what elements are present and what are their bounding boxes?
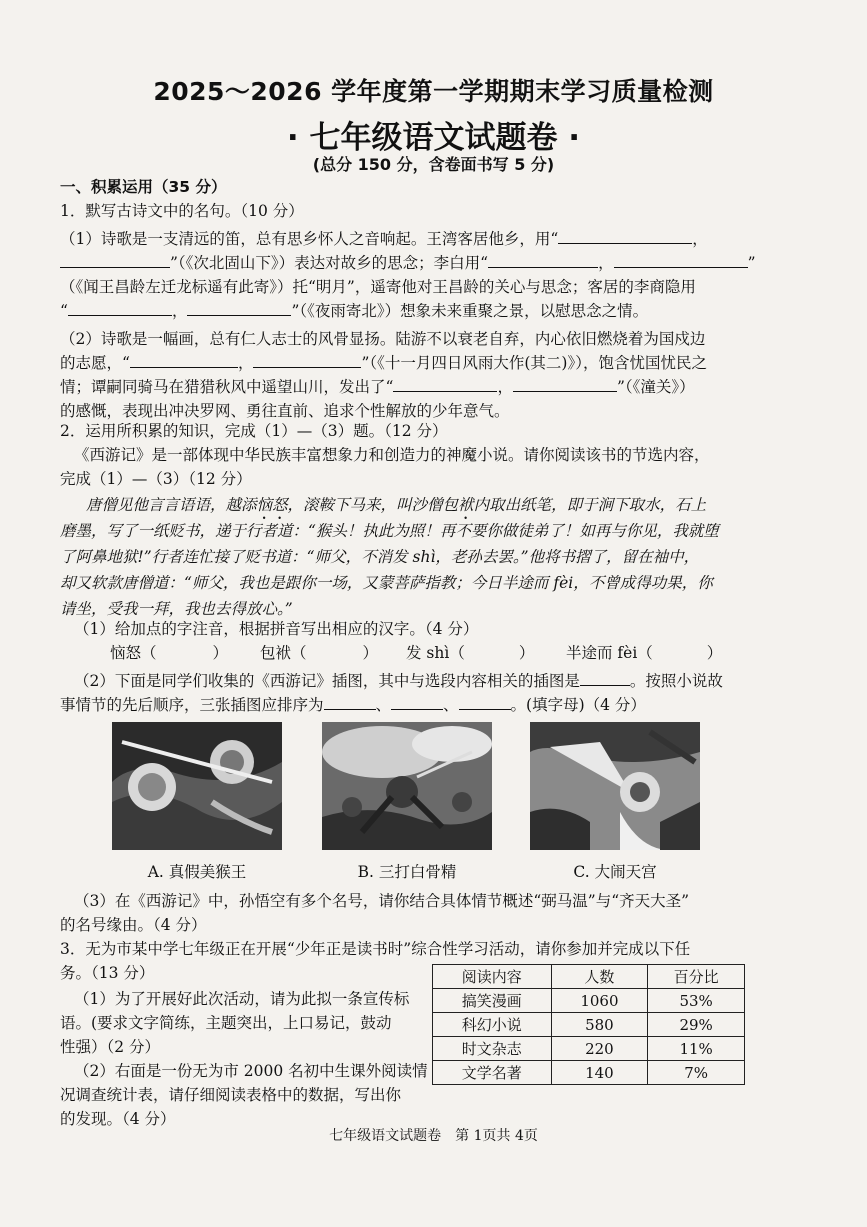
table-cell: 文学名著 [433,1061,552,1085]
q3-s1-line1: （1）为了开展好此次活动，请为此拟一条宣传标 [74,990,410,1008]
q2-s3-line1: （3）在《西游记》中，孙悟空有多个名号，请你结合具体情节概述“弼马温”与“齐天大圣” [74,892,690,910]
exam-subtitle: · 七年级语文试题卷 · [286,120,581,156]
caption-a: A. 真假美猴王 [147,863,247,881]
q2-s1-title: （1）给加点的字注音，根据拼音写出相应的汉字。（4 分） [74,620,479,638]
blank[interactable] [60,252,170,268]
q2-s3-line2: 的名号缘由。（4 分） [60,916,207,934]
page-footer: 七年级语文试题卷 第 1页共 4页 [329,1128,538,1144]
blank[interactable] [253,352,361,368]
excerpt-line2: 磨墨，写了一纸贬书，递于行者道：“猴头！执此为照！再不要你做徒弟了！如再与你见，我就堕 [60,522,719,540]
blank[interactable] [324,694,376,710]
q1-p1-line4: “ ， ”（《夜雨寄北》）想象未来重聚之景，以慰思念之情。 [60,302,649,320]
blank[interactable] [187,300,291,316]
caption-c: C. 大闹天宫 [573,863,657,881]
q3-s1-line2: 语。(要求文字简练，主题突出，上口易记，鼓动 [60,1014,392,1032]
q2-s2-line1: （2）下面是同学们收集的《西游记》插图，其中与选段内容相关的插图是 。按照小说故 [74,672,723,690]
table-cell: 搞笑漫画 [433,989,552,1013]
q3-s2-line2: 况调查统计表，请仔细阅读表格中的数据，写出你 [60,1086,402,1104]
table-row [433,1013,745,1037]
section-heading: 一、积累运用（35 分） [60,178,227,196]
table-cell: 580 [551,1013,648,1037]
table-cell: 7% [648,1061,745,1085]
blank[interactable] [393,376,497,392]
blank[interactable] [130,352,238,368]
blank[interactable] [68,300,172,316]
table-cell: 220 [551,1037,648,1061]
q2-title: 2．运用所积累的知识，完成（1）—（3）题。（12 分） [60,422,448,440]
q2-intro-line2: 完成（1）—（3）（12 分） [60,470,252,488]
q2-s1-item-c: 发 shì（ ） [406,644,535,662]
q1-p1-line2: ”（《次北固山下》）表达对故乡的思念；李白用“ ， ” [60,252,756,274]
table-row [433,1037,745,1061]
q1-title: 1．默写古诗文中的名句。（10 分） [60,202,304,220]
caption-b: B. 三打白骨精 [357,863,457,881]
illustration-a [112,722,282,850]
illustration-b [322,722,492,850]
table-row [433,989,745,1013]
q1-p1-line1: （1）诗歌是一支清远的笛，总有思乡怀人之音响起。王湾客居他乡，用“ ， [60,230,708,248]
score-note: (总分 150 分，含卷面书写 5 分) [312,155,555,174]
table-cell: 1060 [551,989,648,1013]
q1-p2-line2: 的志愿，“ ， ”（《十一月四日风雨大作(其二)》），饱含忧国忧民之 [60,354,707,372]
blank[interactable] [580,670,630,686]
q1-p1-line3: （《闻王昌龄左迁龙标遥有此寄》）托“明月”，遥寄他对王昌龄的关心与思念；客居的李商隐用 [60,278,696,296]
table-cell: 11% [648,1037,745,1061]
table-cell: 29% [648,1013,745,1037]
blank[interactable] [558,228,692,244]
table-cell: 科幻小说 [433,1013,552,1037]
table-row [433,1061,745,1085]
q2-s1-item-a: 恼怒（ ） [110,644,229,662]
q3-s2-line1: （2）右面是一份无为市 2000 名初中生课外阅读情 [74,1062,428,1080]
q1-p2-line1: （2）诗歌是一幅画，总有仁人志士的风骨显扬。陆游不以衰老自弃，内心依旧燃烧着为国戍边 [60,330,706,348]
blank[interactable] [513,376,617,392]
column-header: 人数 [551,965,648,989]
exam-title: 2025～2026 学年度第一学期期末学习质量检测 [153,77,714,106]
q1-p2-line3: 情；谭嗣同骑马在猎猎秋风中遥望山川，发出了“ ， ”（《潼关》） [60,378,695,396]
blank[interactable] [488,252,598,268]
table-cell: 140 [551,1061,648,1085]
excerpt-line1: 唐僧见他言言语语，越添恼怒，滚鞍下马来，叫沙僧包袱内取出纸笔，即于涧下取水，石上 [86,496,707,514]
blank[interactable] [614,252,748,268]
table-cell: 时文杂志 [433,1037,552,1061]
excerpt-line3: 了阿鼻地狱!”行者连忙接了贬书道：“师父，不消发 shì，老孙去罢。”他将书摺了，留在袖中， [60,548,700,566]
table-header-row [433,965,745,989]
q2-s2-line2: 事情节的先后顺序，三张插图应排序为 、 、 。(填字母)（4 分） [60,696,646,714]
q3-line1: 3．无为市某中学七年级正在开展“少年正是读书时”综合性学习活动，请你参加并完成以下任 [60,940,691,958]
q2-s1-item-d: 半途而 fèi（ ） [566,644,723,662]
reading-survey-table [432,964,745,1085]
q3-line2: 务。（13 分） [60,964,155,982]
blank[interactable] [391,694,443,710]
column-header: 百分比 [648,965,745,989]
q3-s1-line3: 性强）（2 分） [60,1038,161,1056]
q2-intro-line1: 《西游记》是一部体现中华民族丰富想象力和创造力的神魔小说。请你阅读该书的节选内容， [74,446,710,464]
excerpt-line5: 请坐，受我一拜，我也去得放心。” [60,600,293,618]
q1-p2-line4: 的感慨，表现出冲决罗网、勇往直前、追求个性解放的少年意气。 [60,402,510,420]
column-header: 阅读内容 [433,965,552,989]
table-cell: 53% [648,989,745,1013]
blank[interactable] [459,694,511,710]
q2-s1-item-b: 包袱（ ） [260,644,379,662]
illustration-c [530,722,700,850]
q3-s2-line3: 的发现。（4 分） [60,1110,176,1128]
excerpt-line4: 却又软款唐僧道：“师父，我也是跟你一场，又蒙菩萨指教；今日半途而 fèi，不曾成得功果，你 [60,574,713,592]
